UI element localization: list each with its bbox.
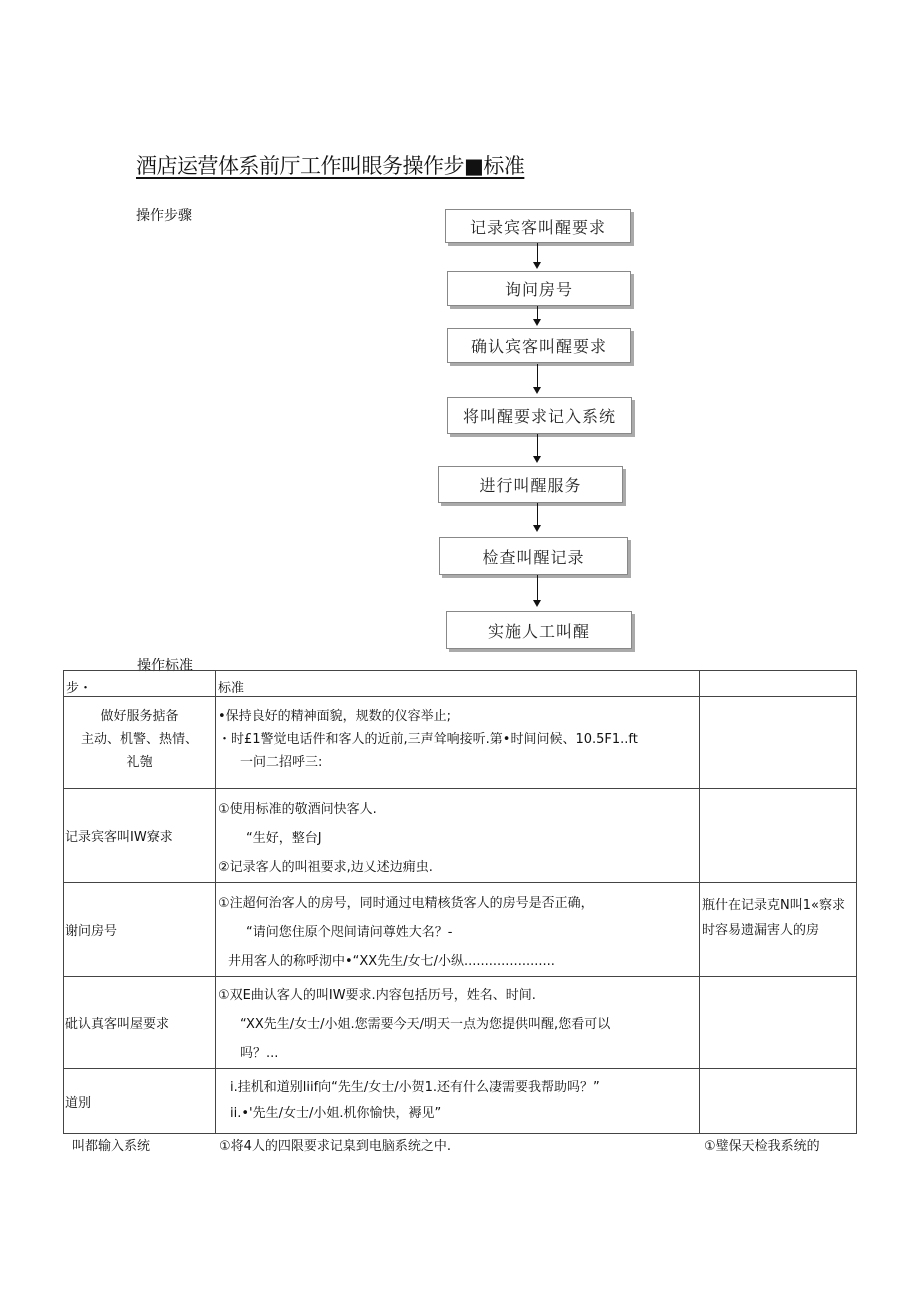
- flow-arrow: [537, 306, 538, 324]
- standards-table: [63, 670, 857, 1134]
- flow-step-wake-service: 进行叫醒服务: [438, 466, 623, 503]
- row-standard: ①使用标准的敬酒问快客人. “生好，整台J ②记录客人的叫祖要求,边乂述边痈虫.: [216, 789, 700, 883]
- flow-arrow: [537, 434, 538, 461]
- flow-step-enter-system: 将叫醒要求记入系统: [447, 397, 632, 434]
- row-standard: i.挂机和道别liif向“先生/女士/小贺1.还有什么凄需要我帮助吗？” ii.•'先生/女士/小姐.机你愉快，褥见”: [216, 1069, 700, 1134]
- steps-heading: 操作步骤: [136, 208, 192, 224]
- row-standard: ①双E曲认客人的叫IW要求.内容包括历号，姓名、时间. “XX先生/女士/小姐.您需要今天/明天一点为您提供叫醒,您看可以 吗？...: [216, 977, 700, 1069]
- flow-step-check-record: 检查叫醒记录: [439, 537, 628, 575]
- flow-arrow: [537, 503, 538, 530]
- table-header-row: [64, 671, 857, 697]
- row-note: [700, 697, 857, 789]
- bottom-step: 叫都输入系统: [72, 1139, 151, 1154]
- header-standard: 标准: [216, 671, 700, 697]
- header-note: [700, 671, 857, 697]
- table-row: [64, 977, 857, 1069]
- flow-step-manual-wake: 实施人工叫醒: [446, 611, 632, 649]
- table-row: [64, 789, 857, 883]
- row-step: 记录宾客叫IW寮求: [64, 789, 216, 883]
- row-note: [700, 1069, 857, 1134]
- flow-arrow: [537, 364, 538, 392]
- table-row: [64, 697, 857, 789]
- bottom-standard: ①将4人的四限要求记臬到电脑系统之中.: [219, 1139, 452, 1154]
- row-step: 道別: [64, 1069, 216, 1134]
- row-step: 砒认真客叫屋要求: [64, 977, 216, 1069]
- standards-heading: 操作标准: [137, 658, 193, 674]
- bottom-note: ①璧保天检我系统的: [704, 1139, 820, 1154]
- page-title: 酒店运营体系前厅工作叫眼务操作步■标准: [136, 154, 525, 178]
- row-note: [700, 977, 857, 1069]
- flow-step-record: 记录宾客叫醒要求: [445, 209, 631, 243]
- flow-arrow: [537, 243, 538, 267]
- flow-step-confirm: 确认宾客叫醒要求: [447, 328, 631, 363]
- row-step: 做好服务掂备 主动、机警、热情、 礼匏: [64, 697, 216, 789]
- row-standard: ①注超何治客人的房号，同时通过电精核货客人的房号是否正确， “请问您住原个咫间请问尊姓大名？- 井用客人的称呼沏中•“XX先生/女七/小纵......................: [216, 883, 700, 977]
- flow-step-ask-room: 询问房号: [447, 271, 631, 306]
- table-row: [64, 1069, 857, 1134]
- row-note: 瓶什在记录克N叫1«察求 时容易遗漏害人的房: [700, 883, 857, 977]
- row-step: 谢问房号: [64, 883, 216, 977]
- row-standard: •保持良好的精神面貌，规数的仪容举止; ・时£1警觉电话件和客人的近前,三声耸响接听.第•时间问候、10.5F1..ft 一问二招呼三:: [216, 697, 700, 789]
- row-note: [700, 789, 857, 883]
- header-step: 步・: [64, 671, 216, 697]
- flow-arrow: [537, 575, 538, 605]
- table-row: [64, 883, 857, 977]
